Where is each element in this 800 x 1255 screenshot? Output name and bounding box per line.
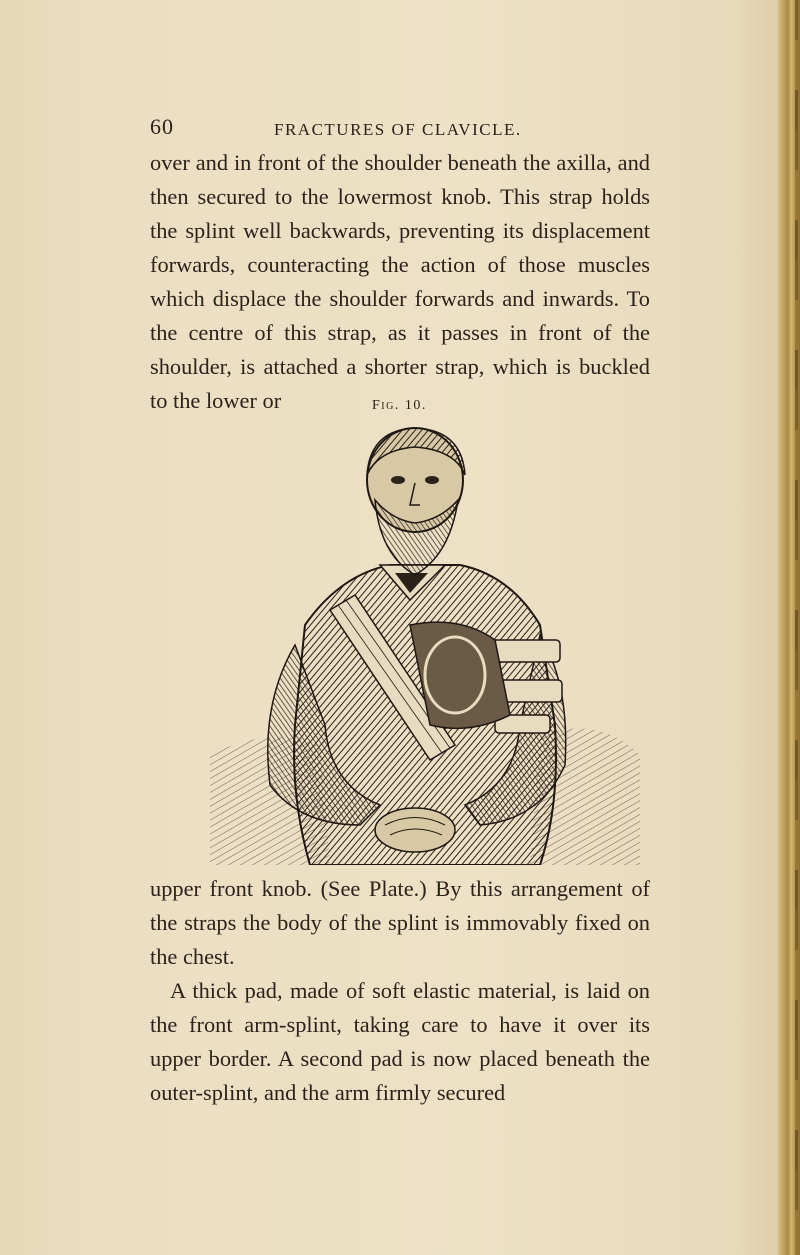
figure-caption: Fig. 10. xyxy=(372,398,427,413)
paragraph: A thick pad, made of soft elastic material, is laid on the front arm-splint, taking care to have it over its upper border. A second pad is now placed beneath the outer-splint, and the arm firmly secured xyxy=(150,978,650,1105)
running-head: FRACTURES OF CLAVICLE. xyxy=(274,120,522,139)
engraving-illustration xyxy=(210,425,640,865)
page-binding-edge xyxy=(778,0,800,1255)
page-header xyxy=(150,114,650,142)
paragraph: upper front knob. (See Plate.) By this arrangement of the straps the body of the splint is immovably fixed on the chest. xyxy=(150,876,650,969)
paragraph: over and in front of the shoulder beneath the axilla, and then secured to the lowermost knob. This strap holds the splint well backwards, preventing its displacement forwards, counteracting the action of those muscles which displace the shoulder forwards and inwards. To the centre of this strap, as it passes in front of the shoulder, is attached a shorter strap, which is buckled to the lower or xyxy=(150,150,650,413)
text-block-bottom xyxy=(150,872,650,1110)
page-number: 60 xyxy=(150,114,174,139)
text-block-top xyxy=(150,146,650,418)
figure-illustration xyxy=(210,425,640,865)
